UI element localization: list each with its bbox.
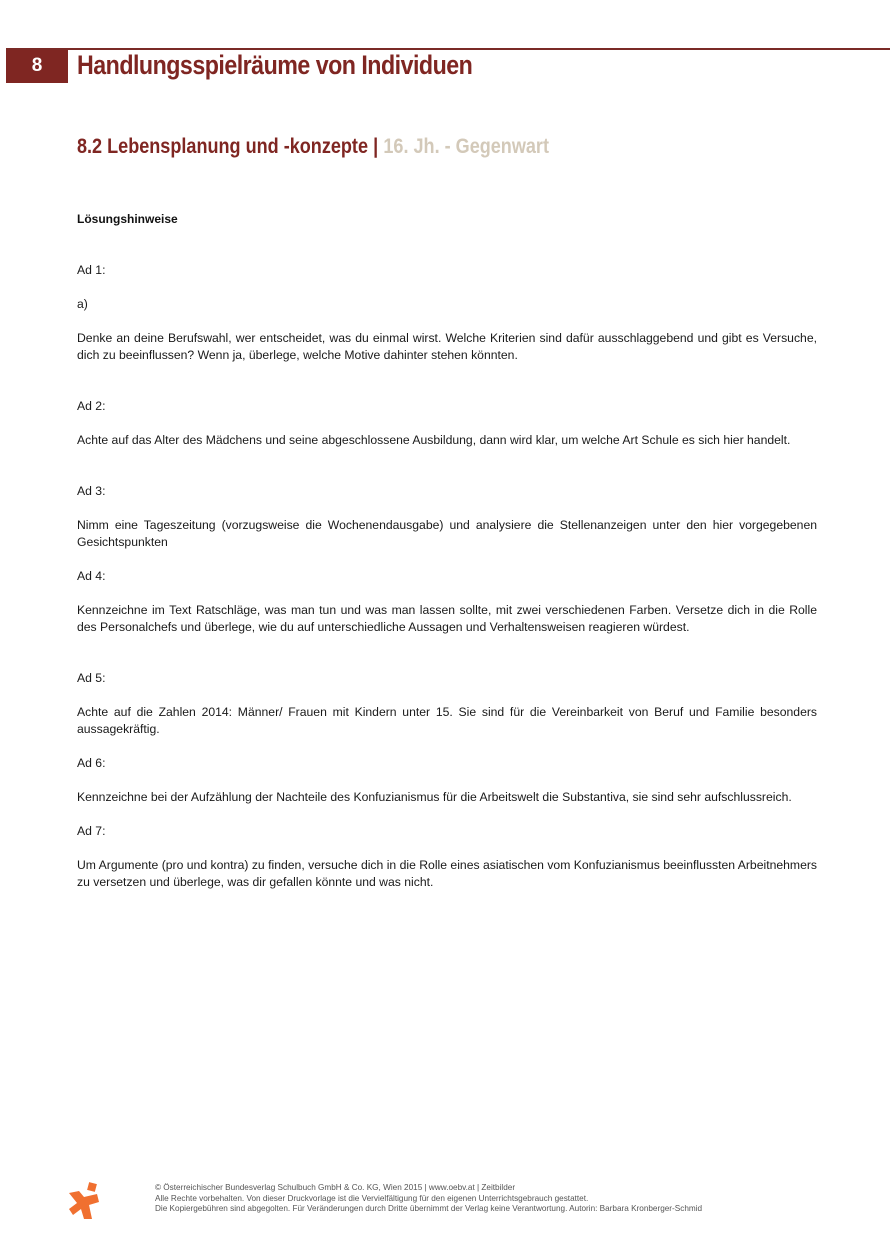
item-label: Ad 7: xyxy=(77,824,106,838)
item-label: Ad 2: xyxy=(77,399,106,413)
oebv-logo-icon xyxy=(67,1181,107,1221)
chapter-number-badge: 8 xyxy=(6,50,68,83)
footer-line: Alle Rechte vorbehalten. Von dieser Druckvorlage ist die Vervielfältigung für den eigenen Unterrichtsgebrauch gestattet. xyxy=(155,1193,589,1203)
item-label: Ad 4: xyxy=(77,569,106,583)
item-label: Ad 1: xyxy=(77,263,106,277)
solution-item-7 xyxy=(77,823,817,891)
item-text: Achte auf die Zahlen 2014: Männer/ Frauen mit Kindern unter 15. Sie sind für die Vereinbarkeit von Beruf und Familie besonders aussagekräftig. xyxy=(77,705,817,736)
solution-item-6 xyxy=(77,755,817,806)
section-title-main: 8.2 Lebensplanung und -konzepte xyxy=(77,135,368,158)
item-sublabel: a) xyxy=(77,297,88,311)
section-title xyxy=(77,134,549,160)
solutions-heading: Lösungshinweise xyxy=(77,212,178,226)
item-text: Achte auf das Alter des Mädchens und seine abgeschlossene Ausbildung, dann wird klar, um welche Art Schule es sich hier handelt. xyxy=(77,433,791,447)
footer-line: © Österreichischer Bundesverlag Schulbuch GmbH & Co. KG, Wien 2015 | www.oebv.at | Zeitbilder xyxy=(155,1183,516,1192)
item-label: Ad 3: xyxy=(77,484,106,498)
solutions-list xyxy=(77,262,817,891)
solution-item-4 xyxy=(77,568,817,636)
item-text: Denke an deine Berufswahl, wer entscheidet, was du einmal wirst. Welche Kriterien sind dafür ausschlaggebend und gibt es Versuche, dich zu beeinflussen? Wenn ja, überlege, welche Motive dahinter stehen könnten. xyxy=(77,331,817,362)
section-title-separator: | xyxy=(373,135,379,158)
chapter-title: Handlungsspielräume von Individuen xyxy=(77,50,473,80)
item-text: Nimm eine Tageszeitung (vorzugsweise die Wochenendausgabe) und analysiere die Stellenanzeigen unter den hier vorgegebenen Gesichtspunkten xyxy=(77,518,817,549)
item-label: Ad 5: xyxy=(77,671,106,685)
section-period: 16. Jh. - Gegenwart xyxy=(383,135,549,158)
footer-line: Die Kopiergebühren sind abgegolten. Für Veränderungen durch Dritte übernimmt der Verlag keine Verantwortung. Autorin: Barbara Kronberger-Schmid xyxy=(155,1204,703,1213)
solution-item-5 xyxy=(77,670,817,738)
footer-copyright xyxy=(155,1183,702,1215)
item-text: Um Argumente (pro und kontra) zu finden, versuche dich in die Rolle eines asiatischen vom Konfuzianismus beeinflussten Arbeitnehmers zu versetzen und überlege, was dir gefallen könnte und was nicht. xyxy=(77,858,817,889)
solution-item-3 xyxy=(77,483,817,551)
solution-item-1 xyxy=(77,262,817,364)
item-text: Kennzeichne bei der Aufzählung der Nachteile des Konfuzianismus für die Arbeitswelt die Substantiva, sie sind sehr aufschlussreich. xyxy=(77,790,792,804)
solution-item-2 xyxy=(77,398,817,449)
item-label: Ad 6: xyxy=(77,756,106,770)
item-text: Kennzeichne im Text Ratschläge, was man tun und was man lassen sollte, mit zwei verschiedenen Farben. Versetze dich in die Rolle des Personalchefs und überlege, wie du auf unterschiedliche Aussagen und Verhaltensweisen reagieren würdest. xyxy=(77,603,817,634)
